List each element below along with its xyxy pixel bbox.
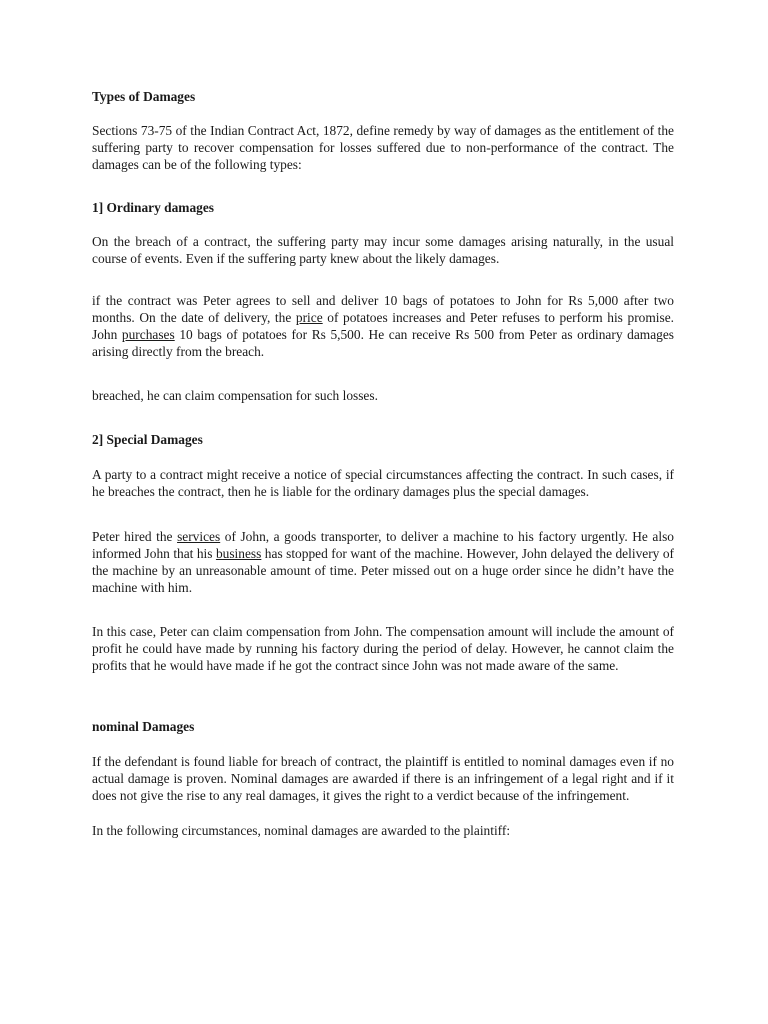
special-example-text-2: of John, a goods transporter, to deliver a machine to his factory urgently. He also informed John that his bbox=[92, 529, 674, 561]
breached-paragraph: breached, he can claim compensation for such losses. bbox=[92, 388, 378, 403]
ordinary-example-text-3: 10 bags of potatoes for Rs 5,500. He can receive Rs 500 from Peter as ordinary damages arising directly from the breach. bbox=[92, 327, 674, 359]
intro-paragraph: Sections 73-75 of the Indian Contract Act, 1872, define remedy by way of damages as the entitlement of the suffering party to recover compensation for losses suffered due to non-performance of the contract. The damages can be of the following types: bbox=[92, 123, 674, 172]
services-link[interactable]: services bbox=[177, 529, 221, 544]
document-title: Types of Damages bbox=[92, 89, 196, 104]
ordinary-example-paragraph bbox=[92, 292, 674, 360]
purchases-link[interactable]: purchases bbox=[121, 327, 175, 342]
special-example-text-3: has stopped for want of the machine. However, John delayed the delivery of the machine by an unreasonable amount of time. Peter missed out on a huge order since he didn’t have the machine with him. bbox=[92, 546, 674, 595]
case-paragraph: In this case, Peter can claim compensation from John. The compensation amount will include the amount of profit he could have made by running his factory during the period of delay. However, he cannot claim the profits that he would have made if he got the contract since John was not made aware of the same. bbox=[92, 624, 674, 673]
ordinary-example-text-1: if the contract was Peter agrees to sell and deliver 10 bags of potatoes to John for Rs 5,000 after two months. On the date of delivery, the bbox=[92, 293, 674, 325]
price-link[interactable]: price bbox=[295, 310, 323, 325]
nominal-damages-heading: nominal Damages bbox=[92, 719, 195, 734]
business-link[interactable]: business bbox=[215, 546, 262, 561]
document-page bbox=[92, 80, 674, 839]
ordinary-example-text-2: of potatoes increases and Peter refuses to perform his promise. John bbox=[92, 310, 674, 342]
special-example-text-1: Peter hired the bbox=[92, 529, 178, 544]
special-damages-heading: 2] Special Damages bbox=[92, 432, 203, 447]
nominal-damages-paragraph: If the defendant is found liable for breach of contract, the plaintiff is entitled to nominal damages even if no actual damage is proven. Nominal damages are awarded if there is an infringement of a legal right and if it does not give the rise to any real damages, it gives the right to a verdict because of the infringement. bbox=[92, 754, 674, 803]
ordinary-damages-paragraph: On the breach of a contract, the suffering party may incur some damages arising naturally, in the usual course of events. Even if the suffering party knew about the likely damages. bbox=[92, 234, 674, 266]
ordinary-damages-heading: 1] Ordinary damages bbox=[92, 200, 214, 215]
circumstances-paragraph: In the following circumstances, nominal damages are awarded to the plaintiff: bbox=[92, 823, 511, 838]
special-damages-paragraph: A party to a contract might receive a notice of special circumstances affecting the contract. In such cases, if he breaches the contract, then he is liable for the ordinary damages plus the special damages. bbox=[92, 467, 674, 499]
special-example-paragraph bbox=[92, 528, 674, 596]
